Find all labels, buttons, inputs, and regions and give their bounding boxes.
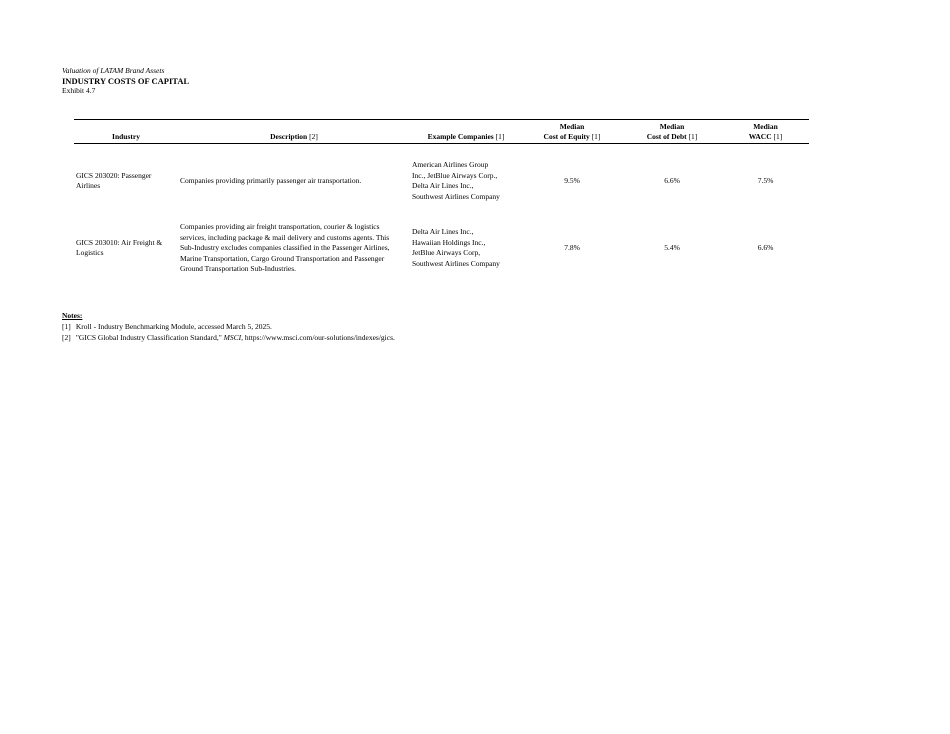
note-item <box>62 332 395 343</box>
column-header-wacc-ref: [1] <box>773 132 783 141</box>
table-row <box>74 222 809 275</box>
column-header-industry <box>74 120 178 144</box>
column-header-equity-ref: [1] <box>591 132 601 141</box>
cost-of-equity-cell: 7.8% <box>564 243 580 252</box>
description-line: services, including package & mail delivery and customs agents. This <box>180 232 390 242</box>
column-header-description <box>178 120 410 144</box>
company-line: JetBlue Airways Corp, <box>412 248 481 258</box>
column-header-debt-line2: Cost of Debt <box>646 132 687 141</box>
column-header-equity-line2: Cost of Equity <box>543 132 590 141</box>
industry-line: Airlines <box>76 181 101 190</box>
description-line: Sub-Industry excludes companies classified in the Passenger Airlines, <box>180 243 390 252</box>
note-text-before: "GICS Global Industry Classification Standard," <box>75 333 222 342</box>
industry-cell <box>74 222 178 275</box>
note-text-after: , https://www.msci.com/our-solutions/indexes/gics. <box>241 333 395 342</box>
cost-of-equity-cell: 9.5% <box>564 175 580 185</box>
company-line: Southwest Airlines Company <box>412 191 500 201</box>
column-header-industry-label: Industry <box>112 132 140 141</box>
company-line: Delta Air Lines Inc., <box>412 227 474 237</box>
column-header-cost-of-debt <box>622 120 722 144</box>
description-cell <box>178 222 410 275</box>
table-row <box>74 160 809 202</box>
column-header-cost-of-equity <box>522 120 622 144</box>
table-header-row <box>74 120 809 144</box>
table-spacer <box>74 144 809 161</box>
description-line: Marine Transportation, Cargo Ground Transportation and Passenger <box>180 253 385 263</box>
companies-cell <box>410 222 522 275</box>
company-line: Hawaiian Holdings Inc., <box>412 237 486 247</box>
notes-title: Notes: <box>62 311 83 320</box>
note-number: [1] <box>62 322 71 331</box>
cost-of-debt-cell: 5.4% <box>664 243 680 252</box>
column-header-description-ref: [2] <box>309 132 318 141</box>
note-text: Kroll - Industry Benchmarking Module, accessed March 5, 2025. <box>75 322 272 331</box>
column-header-companies <box>410 120 522 144</box>
wacc-cell: 7.5% <box>757 175 774 185</box>
column-header-equity-line1: Median <box>559 122 585 131</box>
column-header-description-label: Description <box>270 132 308 141</box>
column-header-wacc <box>722 120 809 144</box>
industry-cell <box>74 160 178 202</box>
column-header-debt-ref: [1] <box>688 132 698 141</box>
description-cell <box>178 160 410 202</box>
column-header-debt-line1: Median <box>659 122 685 131</box>
document-subtitle: Valuation of LATAM Brand Assets <box>62 66 165 75</box>
document-header <box>62 66 189 96</box>
company-line: Inc., JetBlue Airways Corp., <box>412 170 498 180</box>
exhibit-label: Exhibit 4.7 <box>62 86 96 95</box>
note-source-name: MSCI <box>223 333 242 342</box>
description-line: Companies providing primarily passenger air transportation. <box>180 175 362 185</box>
industry-line: GICS 203020: Passenger <box>76 170 152 180</box>
note-number: [2] <box>62 333 71 342</box>
company-line: Southwest Airlines Company <box>412 258 500 268</box>
wacc-cell: 6.6% <box>757 243 774 252</box>
column-header-wacc-line1: Median <box>753 122 778 131</box>
description-line: Companies providing air freight transportation, courier & logistics <box>180 222 380 231</box>
table-spacer <box>74 202 809 222</box>
companies-cell <box>410 160 522 202</box>
document-title: INDUSTRY COSTS OF CAPITAL <box>62 76 190 86</box>
column-header-companies-label: Example Companies <box>427 132 494 141</box>
company-line: Delta Air Lines Inc., <box>412 181 474 190</box>
cost-of-capital-table <box>74 119 809 275</box>
industry-line: GICS 203010: Air Freight & <box>76 237 163 247</box>
notes-section <box>62 310 395 343</box>
column-header-wacc-line2: WACC <box>748 132 772 141</box>
industry-line: Logistics <box>76 248 104 258</box>
cost-of-debt-cell: 6.6% <box>664 175 680 185</box>
company-line: American Airlines Group <box>412 160 489 169</box>
note-item <box>62 321 395 332</box>
description-line: Ground Transportation Sub-Industries. <box>180 264 297 273</box>
column-header-companies-ref: [1] <box>495 132 505 141</box>
